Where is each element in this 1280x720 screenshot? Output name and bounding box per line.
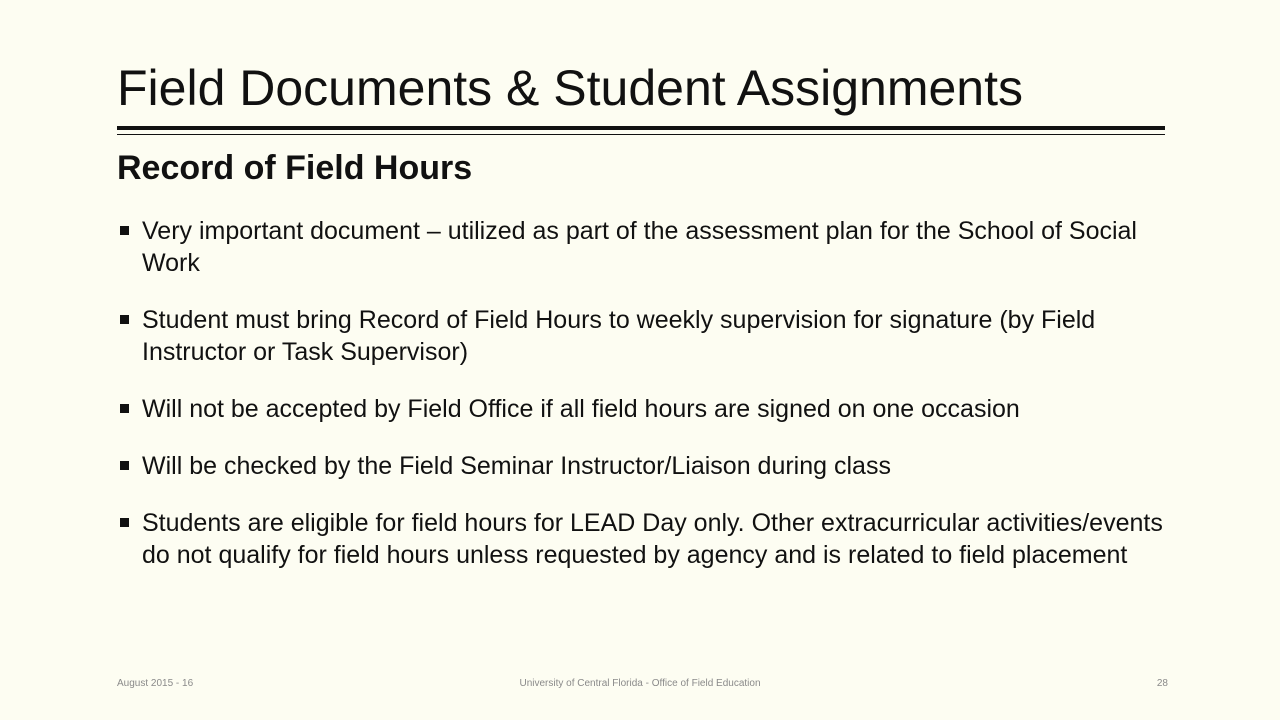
square-bullet-icon [120,404,129,413]
bullet-text: Will not be accepted by Field Office if all field hours are signed on one occasion [142,395,1020,423]
slide-subtitle: Record of Field Hours [117,149,473,187]
title-rule-thin [117,134,1165,135]
square-bullet-icon [120,518,129,527]
bullet-text: Very important document – utilized as part of the assessment plan for the School of Social Work [142,217,1137,277]
bullet-list [117,215,1167,596]
title-rule-thick [117,126,1165,130]
bullet-item [117,393,1167,425]
bullet-item [117,304,1167,368]
footer-organization: University of Central Florida - Office of Field Education [519,678,761,689]
bullet-text: Student must bring Record of Field Hours to weekly supervision for signature (by Field Instructor or Task Supervisor) [142,306,1096,366]
bullet-text: Will be checked by the Field Seminar Instructor/Liaison during class [142,452,891,480]
bullet-item [117,507,1167,571]
bullet-text: Students are eligible for field hours for LEAD Day only. Other extracurricular activities/events do not qualify for field hours unless requested by agency and is related to field placement [142,509,1163,569]
square-bullet-icon [120,461,129,470]
bullet-item [117,450,1167,482]
square-bullet-icon [120,315,129,324]
square-bullet-icon [120,226,129,235]
bullet-item [117,215,1167,279]
footer-page-number: 28 [1156,678,1168,689]
slide-title: Field Documents & Student Assignments [117,60,1024,116]
footer-date: August 2015 - 16 [117,678,194,689]
